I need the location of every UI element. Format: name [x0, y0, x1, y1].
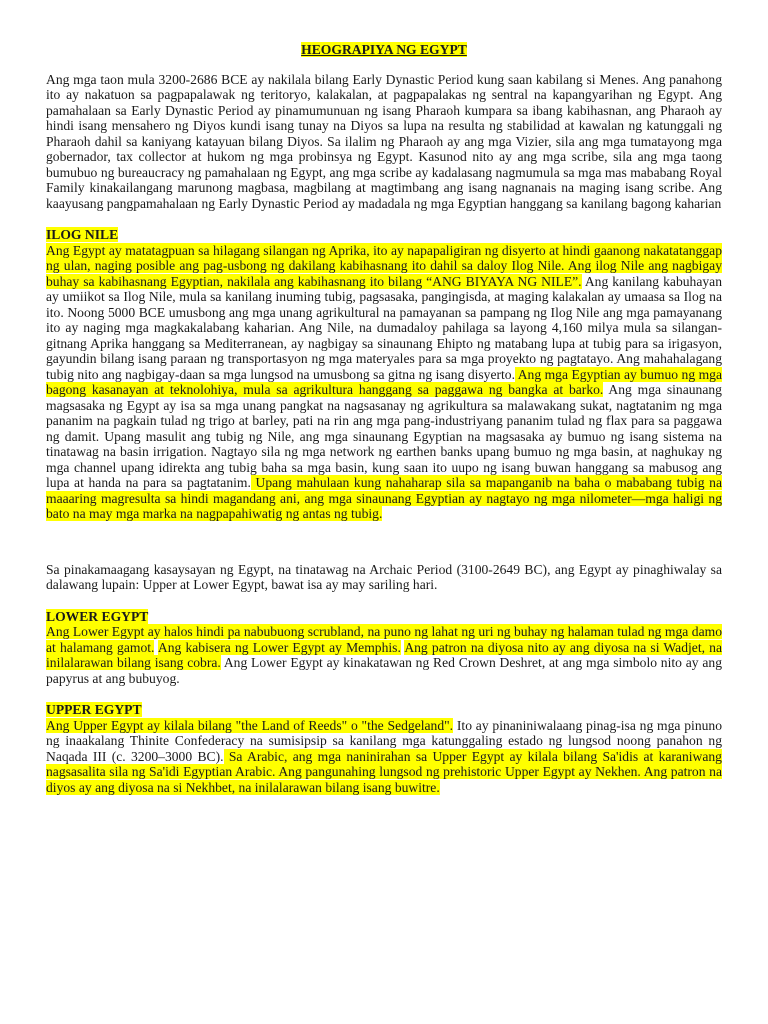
nile-text-4: Ang mga sinaunang magsasaka ng Egypt ay isa sa mga unang pangkat na nagsasanay ng agrikultura sa malawakang sukat, nagtatanim ng mga pananim na pagkain tulad ng trigo at barley, pati na rin ang mga pang-industriyang pananim tulad ng flax para sa paggawa ng damit. Upang masulit ang tubig ng Nile, ang mga sinaunang Egyptian na magsasaka ay bumuo ng isang sistema na tinatawag na basin irrigation. [46, 382, 722, 459]
document-title-text: HEOGRAPIYA NG EGYPT [301, 42, 467, 57]
lower-highlight-3: Ang patron na diyosa nito ay ang diyosa na si Wadjet, na inilalarawan bilang isang cobra. [46, 639, 723, 670]
document-title [46, 42, 722, 58]
nile-paragraph [46, 243, 722, 522]
section-heading-lower-egypt: LOWER EGYPT [46, 608, 149, 624]
nile-highlight-1: Ang Egypt ay matatagpuan sa hilagang silangan ng Aprika, ito ay napapaligiran ng disyerto at hindi gaanong nakatatanggap ng ulan, naging posible ang pag-usbong ng dakilang kabihasnang ito dahil sa daloy Ilog Nile. Ang ilog Nile ang nagbigay buhay sa kabihasnang Egyptian, nakilala ang kabihasnang ito bilang “ANG BIYAYA NG NILE”. [46, 242, 722, 289]
intro-paragraph: Ang mga taon mula 3200-2686 BCE ay nakilala bilang Early Dynastic Period kung saan kabilang si Menes. Ang panahong ito ay nakatuon sa pagpapalawak ng teritoryo, kalakalan, at pagpapalakas ng sentral na kapangyarihan ng Egypt. Ang pamahalaan sa Early Dynastic Period ay pinamumunuan ng isang Pharaoh kumpara sa ibang kabihasnan, ang Pharaoh ay hindi isang mensahero ng Diyos kundi isang tunay na Diyos sa lupa na resulta ng stabilidad at kawalan ng katunggali ng Pharaoh dahil sa kaniyang katayuan bilang Diyos. Sa ilalim ng Pharaoh ay ang mga Vizier, sila ang mga tumatayong mga gobernador, tax collector at hukom ng mga probinsya ng Egypt. Kasunod nito ay ang mga scribe, sila ang mga taong bumubuo ng bureaucracy ng pamahalaan ng Egypt, ang mga scribe ay kadalasang nagmumula sa mga mas mababang Royal Family kinakailangang marunong magbasa, magbilang at magtimbang ang isang nagnanais na maging isang scribe. Ang kaayusang pangpamahalaan ng Early Dynastic Period ay madadala ng mga Egyptian hanggang sa kanilang bagong kaharian [46, 71, 722, 211]
lower-highlight-1: Ang Lower Egypt ay halos hindi pa nabubuong scrubland, na puno ng lahat ng uri ng buhay ng halaman tulad ng mga damo at halamang gamot. [46, 624, 722, 655]
document-page [46, 42, 722, 795]
section-heading-ilog-nile: ILOG NILE [46, 227, 119, 242]
archaic-period-paragraph: Sa pinakamaagang kasaysayan ng Egypt, na tinatawag na Archaic Period (3100-2649 BC), ang Egypt ay pinaghiwalay sa dalawang lupain: Upper at Lower Egypt, bawat isa ay may sariling hari. [46, 561, 722, 592]
nile-text-5: Nagtayo sila ng mga network ng earthen banks upang bumuo ng mga basin, at naghukay ng mga channel upang idirekta ang tubig baha sa mga basin, kung saan ito uupo ng isang buwan hanggang sa mabusog ang lupa at handa na para sa pagtatanim. [46, 444, 723, 490]
section-heading-upper-egypt: UPPER EGYPT [46, 702, 142, 717]
upper-highlight-3: Sa Arabic, ang mga naninirahan sa Upper Egypt ay kilala bilang Sa'idis at karaniwang nagsasalita sila ng Sa'idi Egyptian Arabic. [46, 748, 722, 779]
nile-text-2: Ang kanilang kabuhayan ay umiikot sa Ilog Nile, mula sa kanilang inuming tubig, pagsasaka, pangingisda, at maging kalakalan ay umaasa sa Ilog na ito. Noong 5000 BCE umusbong ang mga unang agrikultural na pamayanan sa pampang ng Ilog Nile ang mga pamayanang ito ay naging mga magkakalabang kaharian. Ang Nile, na dumadaloy pahilaga sa layong 4,160 milya mula sa silangan-gitnang Aprika hanggang sa Mediterranean, ay nagbigay sa sinaunang Ehipto ng matabang lupa at tubig para sa irigasyon, gayundin bilang isang paraan ng transportasyon ng mga materyales para sa mga proyekto ng pagtatayo. Ang mahahalagang tubig nito ang nagbigay-daan sa mga lungsod na umusbong sa gitna ng isang disyerto. [46, 273, 723, 382]
nile-highlight-3: Ang mga Egyptian ay bumuo ng mga bagong kasanayan at teknolohiya, mula sa agrikultura hanggang sa paggawa ng bangka at barko. [46, 366, 722, 397]
upper-highlight-1: Ang Upper Egypt ay kilala bilang "the Land of Reeds" o "the Sedgeland". [46, 717, 454, 733]
lower-highlight-2: Ang kabisera ng Lower Egypt ay Memphis. [157, 639, 401, 655]
upper-egypt-paragraph [46, 718, 722, 796]
nile-highlight-6: Upang mahulaan kung nahaharap sila sa mapanganib na baha o mababang tubig na maaaring magresulta sa hindi magandang ani, ang mga sinaunang Egyptian ay nagtayo ng mga nilometer—mga haligi ng bato na may mga marka na nagpapahiwatig ng antas ng tubig. [46, 475, 722, 521]
upper-text-2: Ito ay pinaniniwalaang pinag-isa ng mga pinuno ng inaakalang Thinite Confederacy na sumisipsip sa kanilang mga katunggaling estado ng lungsod noong panahon ng Naqada III (c. 3200–3000 BC). [46, 717, 723, 764]
lower-egypt-paragraph [46, 624, 722, 686]
lower-text-4: Ang Lower Egypt ay kinakatawan ng Red Crown Deshret, at ang mga simbolo nito ay ang papyrus at ang bubuyog. [46, 655, 722, 686]
upper-highlight-4: Ang pangunahing lungsod ng prehistoric Upper Egypt ay Nekhen. Ang patron na diyos ay ang diyosa na si Nekhbet, na inilalarawan bilang isang buwitre. [46, 764, 722, 795]
